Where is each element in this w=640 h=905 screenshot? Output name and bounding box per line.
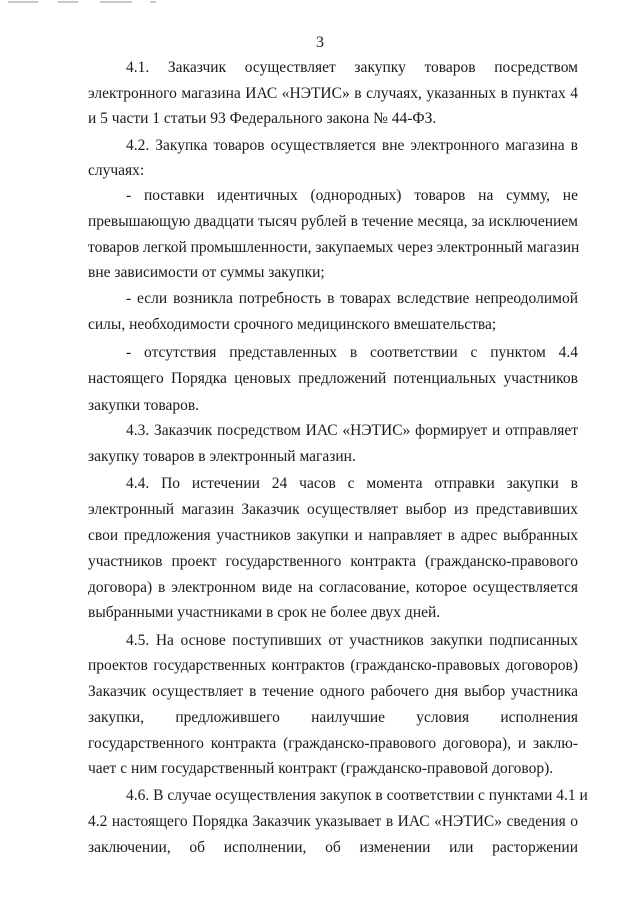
- text-line: закупку товаров в электронный магазин.: [88, 448, 356, 465]
- text-line: силы, необходимости срочного медицинского вмешательства;: [88, 316, 497, 333]
- text-line: выбранными участниками в срок не более двух дней.: [88, 604, 441, 621]
- text-line: электронный магазин Заказчик осуществляет выбор из представивших: [88, 501, 578, 518]
- text-line: проектов государственных контрактов (гражданско-правовых договоров): [88, 657, 578, 674]
- text-line: товаров легкой промышленности, закупаемых через электронный магазин: [88, 239, 580, 256]
- text-line: 4.3. Заказчик посредством ИАС «НЭТИС» формирует и отправляет: [126, 422, 578, 439]
- text-line: участников проект государственного контракта (гражданско-правового: [88, 553, 578, 570]
- text-line: государственного контракта (гражданско-правового договора), и заклю-: [88, 735, 578, 752]
- text-line: 4.1. Заказчик осуществляет закупку товаров посредством: [126, 59, 578, 76]
- text-line: - поставки идентичных (однородных) товаров на сумму, не: [126, 187, 578, 204]
- text-line: 4.5. На основе поступивших от участников закупки подписанных: [126, 632, 578, 649]
- text-line: договора) в электронном виде на согласование, которое осуществляется: [88, 579, 578, 596]
- text-line: случаях:: [88, 162, 145, 179]
- text-line: свои предложения участников закупки и направляет в адрес выбранных: [88, 527, 578, 544]
- text-line: - отсутствия представленных в соответствии с пунктом 4.4: [126, 344, 578, 361]
- page-number: 3: [316, 34, 324, 51]
- text-line: 4.2 настоящего Порядка Заказчик указывает в ИАС «НЭТИС» сведения о: [88, 813, 578, 830]
- text-line: 4.4. По истечении 24 часов с момента отправки закупки в: [126, 475, 578, 492]
- text-line: и 5 части 1 статьи 93 Федерального закона № 44-ФЗ.: [88, 110, 437, 127]
- text-line: - если возникла потребность в товарах вследствие непреодолимой: [126, 290, 578, 307]
- text-line: закупки, предложившего наилучшие условия исполнения: [88, 709, 578, 726]
- text-line: 4.2. Закупка товаров осуществляется вне электронного магазина в: [126, 137, 578, 154]
- text-line: 4.6. В случае осуществления закупок в соответствии с пунктами 4.1 и: [126, 787, 588, 804]
- text-line: чает с ним государственный контракт (гражданско-правовой договор).: [88, 760, 554, 777]
- text-line: Заказчик осуществляет в течение одного рабочего дня выбор участника: [88, 683, 578, 700]
- text-line: электронного магазина ИАС «НЭТИС» в случаях, указанных в пунктах 4: [88, 85, 578, 102]
- scan-edge-marks: [0, 0, 640, 6]
- text-line: закупки товаров.: [88, 397, 200, 414]
- text-line: вне зависимости от суммы закупки;: [88, 264, 325, 281]
- text-line: превышающую двадцати тысяч рублей в течение месяца, за исключением: [88, 213, 578, 230]
- text-line: заключении, об исполнении, об изменении или расторжении: [88, 839, 578, 856]
- text-line: настоящего Порядка ценовых предложений потенциальных участников: [88, 370, 578, 387]
